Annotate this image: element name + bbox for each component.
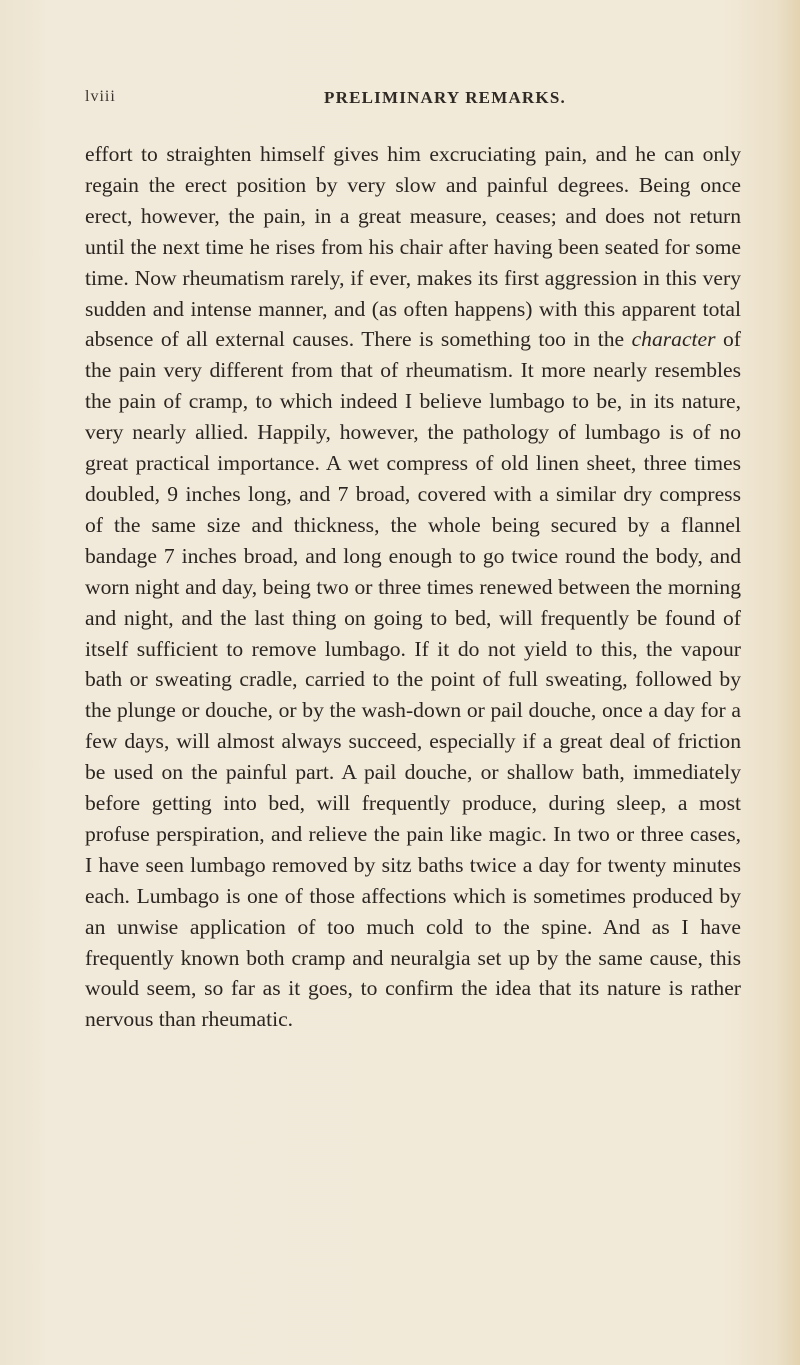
text-segment: effort to straighten himself gives him excruciating pain, and he can only regain the erect position by very slow and painful degrees. Being once erect, however, the pain, in a great measure, ceases; and does not return until the next time he rises from his chair after having been seated for some time. Now rheumatism rarely, if ever, makes its first aggression in this very sudden and intense manner, and (as often happens) with this apparent total absence of all external causes. There is something too in the bbox=[85, 142, 741, 352]
body-text bbox=[85, 139, 741, 1035]
text-segment: of the pain very different from that of rheumatism. It more nearly resembles the pain of cramp, to which indeed I believe lumbago to be, in its nature, very nearly allied. Happily, however, the pathology of lumbago is of no great practical importance. A wet compress of old linen sheet, three times doubled, 9 inches long, and 7 broad, covered with a similar dry compress of the same size and thickness, the whole being secured by a flannel bandage 7 inches broad, and long enough to go twice round the body, and worn night and day, being two or three times renewed between the morning and night, and the last thing on going to bed, will frequently be found of itself sufficient to remove lumbago. If it do not yield to this, the vapour bath or sweating cradle, carried to the point of full sweating, followed by the plunge or douche, or by the wash-down or pail douche, once a day for a few days, will almost always succeed, especially if a great deal of friction be used on the painful part. A pail douche, or shallow bath, immediately before getting into bed, will frequently produce, during sleep, a most profuse perspiration, and relieve the pain like magic. In two or three cases, I have seen lumbago removed by sitz baths twice a day for twenty minutes each. Lumbago is one of those affections which is sometimes produced by an unwise application of too much cold to the spine. And as I have frequently known both cramp and neuralgia set up by the same cause, this would seem, so far as it goes, to confirm the idea that its nature is rather nervous than rheumatic. bbox=[85, 327, 741, 1032]
italic-text: character bbox=[631, 327, 716, 352]
paragraph bbox=[85, 139, 741, 1035]
running-head: PRELIMINARY REMARKS. bbox=[324, 88, 566, 107]
page-header bbox=[85, 88, 741, 114]
page-number: lviii bbox=[85, 88, 116, 105]
